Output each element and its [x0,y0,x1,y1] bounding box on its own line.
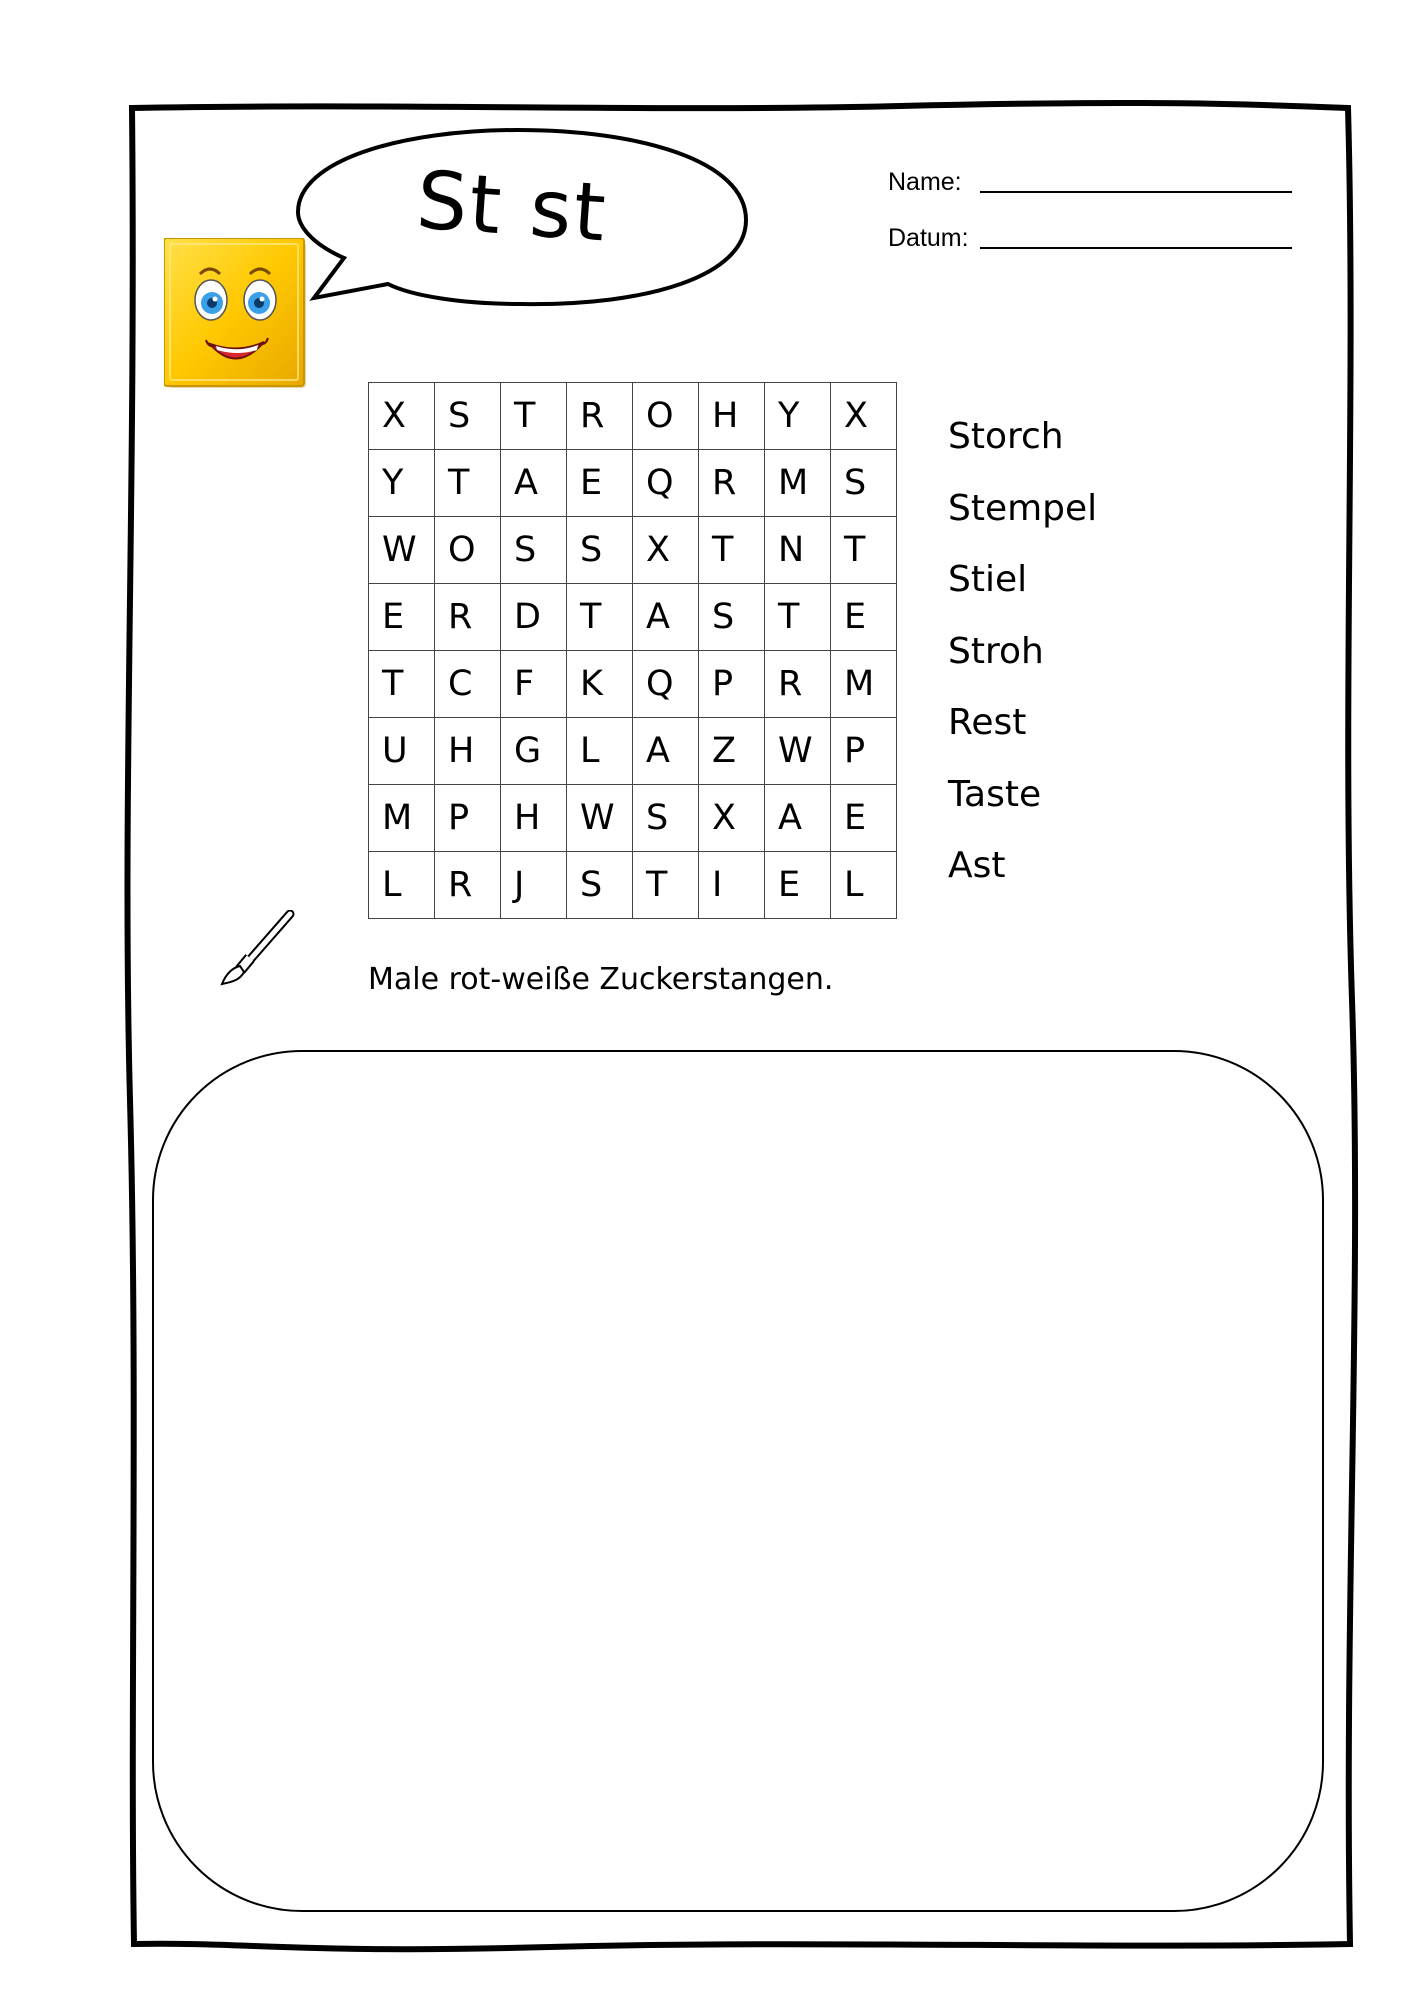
grid-cell[interactable]: G [501,718,567,785]
grid-cell[interactable]: A [501,450,567,517]
grid-cell[interactable]: A [633,718,699,785]
word-list-item: Rest [948,702,1027,743]
grid-cell[interactable]: X [831,383,897,450]
grid-cell[interactable]: A [765,785,831,852]
grid-cell[interactable]: P [435,785,501,852]
paintbrush-icon [218,910,296,988]
grid-cell[interactable]: P [831,718,897,785]
word-list-item: Ast [948,845,1006,886]
grid-cell[interactable]: Q [633,450,699,517]
grid-cell[interactable]: R [765,651,831,718]
date-label: Datum: [888,224,969,252]
grid-cell[interactable]: X [369,383,435,450]
grid-row [369,584,897,651]
grid-cell[interactable]: S [567,517,633,584]
grid-cell[interactable]: T [501,383,567,450]
grid-cell[interactable]: S [699,584,765,651]
grid-cell[interactable]: C [435,651,501,718]
grid-cell[interactable]: W [567,785,633,852]
name-field[interactable] [888,168,1292,197]
grid-cell[interactable]: L [369,852,435,919]
grid-cell[interactable]: R [699,450,765,517]
smiley-mascot-icon [164,238,310,393]
grid-cell[interactable]: S [831,450,897,517]
grid-cell[interactable]: M [765,450,831,517]
name-label: Name: [888,168,962,196]
grid-cell[interactable]: O [633,383,699,450]
grid-row [369,651,897,718]
page-title: St st [413,153,611,260]
grid-cell[interactable]: T [567,584,633,651]
grid-cell[interactable]: S [435,383,501,450]
grid-cell[interactable]: T [435,450,501,517]
date-field[interactable] [888,224,1292,253]
grid-cell[interactable]: E [369,584,435,651]
grid-cell[interactable]: A [633,584,699,651]
grid-row [369,785,897,852]
grid-cell[interactable]: Y [369,450,435,517]
grid-cell[interactable]: R [567,383,633,450]
grid-row [369,852,897,919]
grid-cell[interactable]: T [699,517,765,584]
grid-cell[interactable]: S [633,785,699,852]
drawing-area[interactable] [152,1050,1324,1912]
grid-cell[interactable]: E [831,584,897,651]
grid-cell[interactable]: N [765,517,831,584]
date-line[interactable] [980,225,1292,249]
grid-cell[interactable]: Y [765,383,831,450]
grid-row [369,718,897,785]
grid-cell[interactable]: M [831,651,897,718]
word-list-item: Storch [948,416,1064,457]
grid-cell[interactable]: S [567,852,633,919]
grid-cell[interactable]: H [435,718,501,785]
word-list-item: Stiel [948,559,1028,600]
grid-cell[interactable]: F [501,651,567,718]
grid-cell[interactable]: T [369,651,435,718]
grid-cell[interactable]: T [765,584,831,651]
instruction-text: Male rot-weiße Zuckerstangen. [368,962,834,997]
grid-cell[interactable]: J [501,852,567,919]
grid-cell[interactable]: D [501,584,567,651]
grid-cell[interactable]: T [633,852,699,919]
grid-cell[interactable]: T [831,517,897,584]
word-list-item: Stroh [948,630,1044,672]
grid-cell[interactable]: E [567,450,633,517]
grid-cell[interactable]: H [501,785,567,852]
grid-cell[interactable]: X [699,785,765,852]
grid-cell[interactable]: K [567,651,633,718]
name-line[interactable] [980,169,1292,193]
grid-cell[interactable]: I [699,852,765,919]
grid-cell[interactable]: W [765,718,831,785]
grid-cell[interactable]: M [369,785,435,852]
word-list [948,408,1097,909]
grid-cell[interactable]: W [369,517,435,584]
word-list-item: Taste [948,773,1042,815]
grid-row [369,517,897,584]
grid-cell[interactable]: Q [633,651,699,718]
grid-cell[interactable]: Z [699,718,765,785]
grid-cell[interactable]: R [435,852,501,919]
grid-cell[interactable]: R [435,584,501,651]
grid-cell[interactable]: O [435,517,501,584]
grid-row [369,383,897,450]
grid-cell[interactable]: P [699,651,765,718]
grid-cell[interactable]: U [369,718,435,785]
grid-cell[interactable]: X [633,517,699,584]
word-search-grid [368,382,897,919]
grid-cell[interactable]: L [831,852,897,919]
grid-cell[interactable]: L [567,718,633,785]
grid-cell[interactable]: H [699,383,765,450]
grid-cell[interactable]: E [831,785,897,852]
word-list-item: Stempel [948,487,1098,529]
grid-row [369,450,897,517]
grid-cell[interactable]: S [501,517,567,584]
grid-cell[interactable]: E [765,852,831,919]
